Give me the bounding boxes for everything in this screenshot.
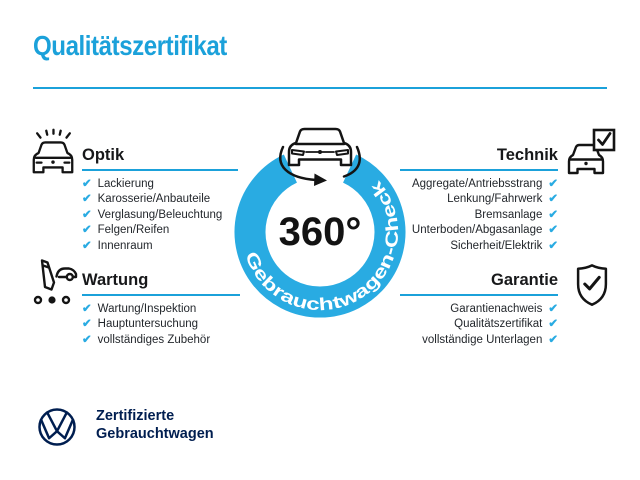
- brand-line-1: Zertifizierte: [96, 408, 175, 424]
- service-pencil-car-icon: [28, 256, 80, 306]
- check-icon: ✔: [82, 224, 92, 237]
- list-item: [82, 317, 210, 332]
- section-heading-wartung: Wartung: [82, 271, 149, 289]
- section-divider-technik: [400, 169, 558, 171]
- checklist-item-label: Garantienachweis: [450, 303, 543, 315]
- checklist-item-label: Verglasung/Beleuchtung: [97, 208, 223, 221]
- shield-check-icon: [569, 261, 615, 311]
- list-item: [82, 302, 210, 317]
- checklist-item-label: Sicherheit/Elektrik: [450, 239, 543, 252]
- page-title: Qualitätszertifikat: [33, 30, 227, 61]
- list-item: [82, 223, 222, 238]
- section-divider-optik: [82, 169, 238, 171]
- list-item: [82, 192, 222, 207]
- checklist-item-label: Karosserie/Anbauteile: [97, 193, 211, 206]
- check-icon: ✔: [548, 303, 558, 315]
- rotating-car-icon: [280, 129, 359, 180]
- checklist-item-label: Wartung/Inspektion: [97, 303, 197, 315]
- checklist-item-label: Lenkung/Fahrwerk: [447, 193, 543, 206]
- 360-check-badge: [218, 104, 422, 328]
- check-icon: ✔: [82, 333, 92, 346]
- list-item: [82, 177, 222, 192]
- checklist-item-label: Qualitätszertifikat: [454, 318, 543, 331]
- section-heading-technik: Technik: [496, 146, 558, 164]
- sparkling-car-icon: [28, 127, 78, 179]
- vw-logo: [37, 407, 77, 447]
- check-icon: ✔: [548, 239, 558, 252]
- optik-checklist: [82, 177, 222, 254]
- check-icon: ✔: [82, 208, 92, 221]
- check-icon: ✔: [82, 303, 92, 315]
- brand-text: [96, 407, 214, 443]
- checklist-item-label: Lackierung: [97, 178, 154, 190]
- check-icon: ✔: [548, 208, 558, 221]
- section-heading-garantie: Garantie: [491, 271, 558, 289]
- car-checkbox-icon: [562, 127, 618, 177]
- section-heading-optik: Optik: [82, 146, 125, 164]
- check-icon: ✔: [548, 178, 558, 190]
- brand-line-2: Gebrauchtwagen: [96, 426, 214, 442]
- wartung-checklist: [82, 302, 210, 348]
- list-item: [82, 239, 222, 254]
- title-divider: [33, 87, 607, 89]
- checklist-item-label: Aggregate/Antriebsstrang: [411, 178, 543, 190]
- list-item: [360, 333, 558, 348]
- checklist-item-label: Unterboden/Abgasanlage: [411, 224, 543, 237]
- checklist-item-label: Innenraum: [97, 239, 153, 252]
- checklist-item-label: Hauptuntersuchung: [97, 318, 199, 331]
- check-icon: ✔: [548, 318, 558, 331]
- checklist-item-label: Bremsanlage: [474, 208, 543, 221]
- check-icon: ✔: [548, 333, 558, 346]
- check-icon: ✔: [82, 178, 92, 190]
- list-item: [82, 208, 222, 223]
- badge-ring-label: Gebrauchtwagen-Check: [241, 180, 403, 315]
- check-icon: ✔: [548, 193, 558, 206]
- section-divider-wartung: [82, 294, 240, 296]
- checklist-item-label: vollständiges Zubehör: [97, 333, 211, 346]
- section-divider-garantie: [400, 294, 558, 296]
- badge-degree-label: 360°: [278, 210, 362, 254]
- rotation-arrowhead: [314, 174, 327, 187]
- check-icon: ✔: [82, 193, 92, 206]
- check-icon: ✔: [548, 224, 558, 237]
- check-icon: ✔: [82, 318, 92, 331]
- list-item: [82, 333, 210, 348]
- checklist-item-label: Felgen/Reifen: [97, 224, 170, 237]
- checklist-item-label: vollständige Unterlagen: [422, 333, 543, 346]
- check-icon: ✔: [82, 239, 92, 252]
